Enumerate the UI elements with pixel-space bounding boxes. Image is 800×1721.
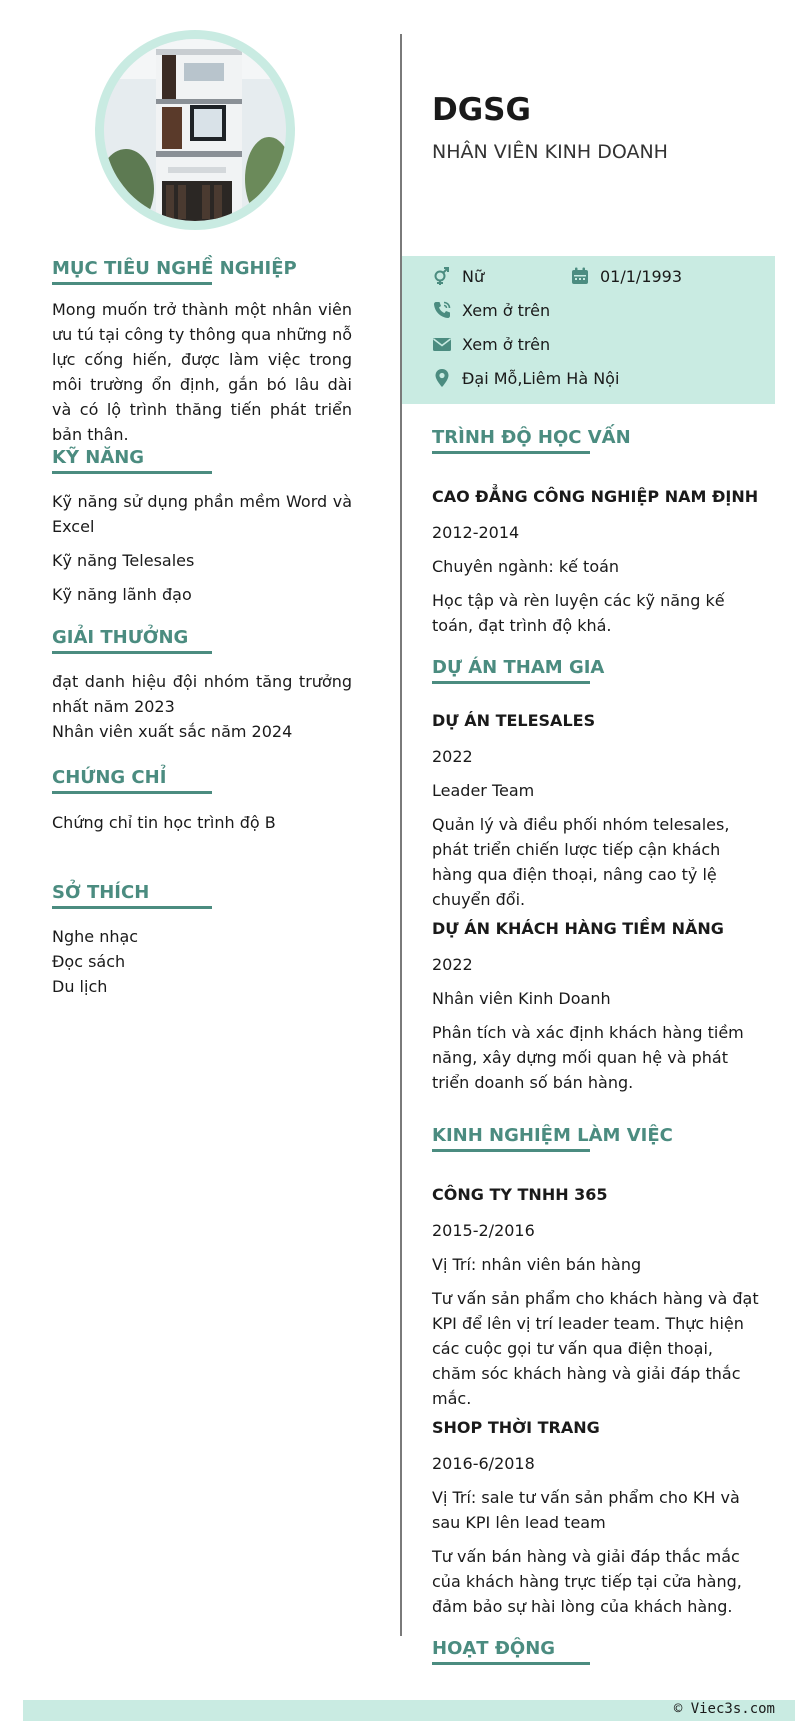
gender-icon bbox=[432, 266, 452, 286]
hobbies-list bbox=[52, 924, 352, 999]
project-year: 2022 bbox=[432, 747, 473, 766]
certificates-list bbox=[52, 810, 352, 835]
contact-panel bbox=[402, 256, 775, 404]
gender-row bbox=[432, 266, 484, 286]
location-icon bbox=[432, 368, 452, 388]
address-value: Đại Mỗ,Liêm Hà Nội bbox=[462, 368, 620, 388]
watermark: © Viec3s.com bbox=[673, 1701, 775, 1717]
experience-position: Vị Trí: sale tư vấn sản phẩm cho KH và sau KPI lên lead team bbox=[432, 1488, 740, 1532]
awards-title: GIẢI THƯỞNG bbox=[52, 627, 212, 654]
skills-list bbox=[52, 489, 352, 616]
experience-entry bbox=[432, 1182, 762, 1420]
experience-desc: Tư vấn sản phẩm cho khách hàng và đạt KPI để lên vị trí leader team. Thực hiện các cuộc gọi tư vấn qua điện thoại, chăm sóc khách hàng và giải đáp thắc mắc. bbox=[432, 1289, 759, 1408]
education-title: TRÌNH ĐỘ HỌC VẤN bbox=[432, 427, 590, 454]
project-name: DỰ ÁN TELESALES bbox=[432, 711, 596, 730]
phone-value: Xem ở trên bbox=[462, 300, 551, 320]
projects-title: DỰ ÁN THAM GIA bbox=[432, 657, 590, 684]
experience-position: Vị Trí: nhân viên bán hàng bbox=[432, 1255, 642, 1274]
experience-title: KINH NGHIỆM LÀM VIỆC bbox=[432, 1125, 590, 1152]
education-major: Chuyên ngành: kế toán bbox=[432, 557, 620, 576]
hobby-item: Du lịch bbox=[52, 977, 108, 996]
project-entry bbox=[432, 916, 762, 1104]
education-period: 2012-2014 bbox=[432, 523, 520, 542]
activities-title: HOẠT ĐỘNG bbox=[432, 1638, 590, 1665]
experience-period: 2015-2/2016 bbox=[432, 1221, 535, 1240]
email-row bbox=[432, 334, 550, 354]
dob-value: 01/1/1993 bbox=[600, 266, 683, 286]
project-role: Leader Team bbox=[432, 781, 535, 800]
phone-row bbox=[432, 300, 550, 320]
education-entry bbox=[432, 484, 762, 647]
hobby-item: Nghe nhạc bbox=[52, 927, 139, 946]
skill-item: Kỹ năng sử dụng phần mềm Word và Excel bbox=[52, 492, 352, 536]
certificate-item: Chứng chỉ tin học trình độ B bbox=[52, 813, 276, 832]
phone-icon bbox=[432, 300, 452, 320]
email-value: Xem ở trên bbox=[462, 334, 551, 354]
candidate-role: NHÂN VIÊN KINH DOANH bbox=[432, 141, 668, 163]
address-row bbox=[432, 368, 619, 388]
certificates-title: CHỨNG CHỈ bbox=[52, 767, 212, 794]
experience-period: 2016-6/2018 bbox=[432, 1454, 535, 1473]
experience-entry bbox=[432, 1415, 762, 1628]
house-photo bbox=[104, 39, 286, 221]
project-desc: Phân tích và xác định khách hàng tiềm năng, xây dựng mối quan hệ và phát triển doanh số bán hàng. bbox=[432, 1023, 744, 1092]
hobby-item: Đọc sách bbox=[52, 952, 126, 971]
calendar-icon bbox=[570, 266, 590, 286]
award-item: Nhân viên xuất sắc năm 2024 bbox=[52, 722, 293, 741]
awards-list bbox=[52, 669, 352, 744]
hobbies-title: SỞ THÍCH bbox=[52, 882, 212, 909]
email-icon bbox=[432, 334, 452, 354]
skills-title: KỸ NĂNG bbox=[52, 447, 212, 474]
objective-text: Mong muốn trở thành một nhân viên ưu tú tại công ty thông qua những nỗ lực cống hiến, được làm việc trong môi trường ổn định, gắn bó lâu dài và có lộ trình thăng tiến phát triển bản thân. bbox=[52, 300, 352, 444]
avatar-photo bbox=[104, 39, 286, 221]
experience-company: CÔNG TY TNHH 365 bbox=[432, 1185, 608, 1204]
objective-title: MỤC TIÊU NGHỀ NGHIỆP bbox=[52, 258, 212, 285]
project-role: Nhân viên Kinh Doanh bbox=[432, 989, 611, 1008]
education-school: CAO ĐẲNG CÔNG NGHIỆP NAM ĐỊNH bbox=[432, 487, 759, 506]
candidate-name: DGSG bbox=[432, 92, 531, 128]
project-entry bbox=[432, 708, 762, 921]
avatar bbox=[95, 30, 295, 230]
education-desc: Học tập và rèn luyện các kỹ năng kế toán, đạt trình độ khá. bbox=[432, 591, 725, 635]
footer-bar bbox=[23, 1700, 795, 1721]
gender-value: Nữ bbox=[462, 266, 485, 286]
project-desc: Quản lý và điều phối nhóm telesales, phát triển chiến lược tiếp cận khách hàng qua điện thoại, nâng cao tỷ lệ chuyển đổi. bbox=[432, 815, 730, 909]
project-year: 2022 bbox=[432, 955, 473, 974]
award-item: đạt danh hiệu đội nhóm tăng trưởng nhất năm 2023 bbox=[52, 672, 352, 716]
skill-item: Kỹ năng Telesales bbox=[52, 551, 195, 570]
experience-company: SHOP THỜI TRANG bbox=[432, 1418, 600, 1437]
dob-row bbox=[570, 266, 682, 286]
experience-desc: Tư vấn bán hàng và giải đáp thắc mắc của khách hàng trực tiếp tại cửa hàng, đảm bảo sự hài lòng của khách hàng. bbox=[432, 1547, 742, 1616]
skill-item: Kỹ năng lãnh đạo bbox=[52, 585, 192, 604]
project-name: DỰ ÁN KHÁCH HÀNG TIỀM NĂNG bbox=[432, 919, 724, 938]
